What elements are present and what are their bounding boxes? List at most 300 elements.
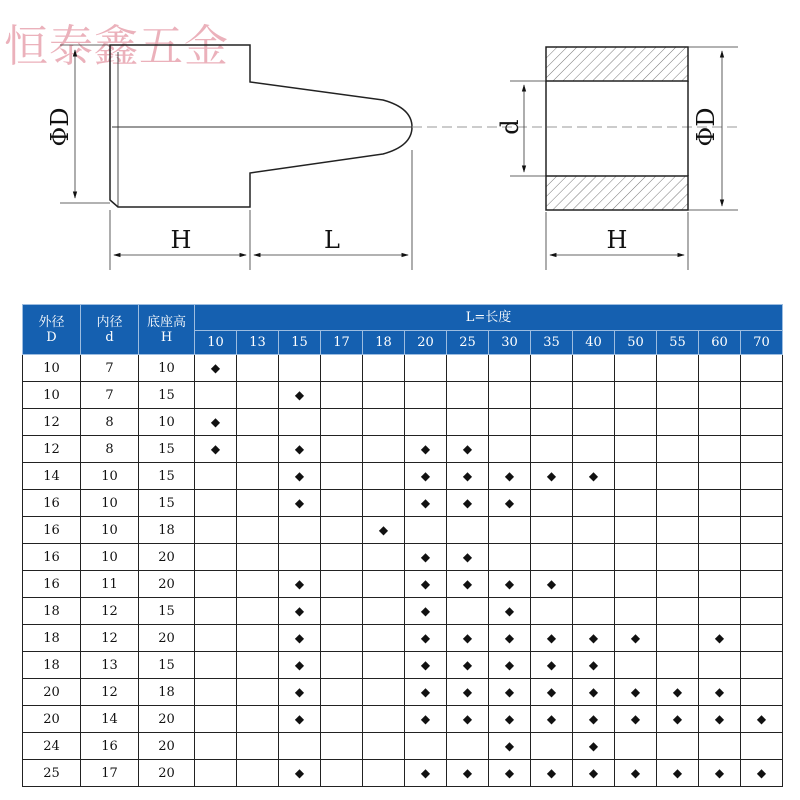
empty-cell <box>279 517 321 544</box>
length-header-15: 15 <box>279 331 321 355</box>
empty-cell <box>573 409 615 436</box>
empty-cell <box>489 409 531 436</box>
empty-cell <box>237 436 279 463</box>
empty-cell <box>741 625 783 652</box>
empty-cell <box>657 517 699 544</box>
technical-drawing <box>0 0 800 290</box>
empty-cell <box>447 355 489 382</box>
left-diameter-label: ΦD <box>46 107 74 147</box>
cell-d-inner: 10 <box>81 463 139 490</box>
empty-cell <box>531 598 573 625</box>
empty-cell <box>321 625 363 652</box>
inner-d-label: d <box>496 119 524 135</box>
empty-cell <box>489 544 531 571</box>
empty-cell <box>363 544 405 571</box>
empty-cell <box>363 652 405 679</box>
empty-cell <box>405 517 447 544</box>
empty-cell <box>321 490 363 517</box>
availability-mark: ◆ <box>531 625 573 652</box>
cell-d-inner: 17 <box>81 760 139 787</box>
empty-cell <box>321 517 363 544</box>
availability-mark: ◆ <box>405 652 447 679</box>
empty-cell <box>405 382 447 409</box>
empty-cell <box>573 490 615 517</box>
empty-cell <box>741 733 783 760</box>
empty-cell <box>573 355 615 382</box>
empty-cell <box>741 463 783 490</box>
empty-cell <box>237 706 279 733</box>
cell-h-base: 20 <box>139 706 195 733</box>
table-row <box>23 571 783 598</box>
cell-h-base: 20 <box>139 544 195 571</box>
availability-mark: ◆ <box>489 571 531 598</box>
cell-d-inner: 10 <box>81 544 139 571</box>
availability-mark: ◆ <box>573 679 615 706</box>
right-diameter-label: ΦD <box>692 107 720 147</box>
empty-cell <box>657 625 699 652</box>
cell-d-outer: 18 <box>23 598 81 625</box>
empty-cell <box>699 544 741 571</box>
empty-cell <box>657 544 699 571</box>
table-row <box>23 436 783 463</box>
availability-mark: ◆ <box>531 760 573 787</box>
empty-cell <box>195 733 237 760</box>
availability-mark: ◆ <box>405 625 447 652</box>
empty-cell <box>321 706 363 733</box>
availability-mark: ◆ <box>573 625 615 652</box>
cell-h-base: 20 <box>139 760 195 787</box>
cell-d-inner: 16 <box>81 733 139 760</box>
availability-mark: ◆ <box>405 679 447 706</box>
cell-h-base: 15 <box>139 463 195 490</box>
empty-cell <box>321 382 363 409</box>
cell-d-outer: 24 <box>23 733 81 760</box>
availability-mark: ◆ <box>657 760 699 787</box>
length-header-35: 35 <box>531 331 573 355</box>
empty-cell <box>195 760 237 787</box>
availability-mark: ◆ <box>447 463 489 490</box>
empty-cell <box>447 382 489 409</box>
table-row <box>23 355 783 382</box>
availability-mark: ◆ <box>489 652 531 679</box>
left-h-label: H <box>170 226 192 254</box>
cell-d-outer: 16 <box>23 544 81 571</box>
empty-cell <box>615 436 657 463</box>
empty-cell <box>657 733 699 760</box>
empty-cell <box>237 733 279 760</box>
empty-cell <box>363 760 405 787</box>
empty-cell <box>699 571 741 598</box>
empty-cell <box>321 409 363 436</box>
availability-mark: ◆ <box>447 544 489 571</box>
empty-cell <box>741 679 783 706</box>
empty-cell <box>447 733 489 760</box>
empty-cell <box>279 733 321 760</box>
empty-cell <box>699 463 741 490</box>
empty-cell <box>615 490 657 517</box>
empty-cell <box>699 598 741 625</box>
empty-cell <box>405 733 447 760</box>
availability-mark: ◆ <box>699 760 741 787</box>
availability-mark: ◆ <box>279 382 321 409</box>
availability-mark: ◆ <box>363 517 405 544</box>
cell-h-base: 15 <box>139 598 195 625</box>
table-row <box>23 517 783 544</box>
availability-mark: ◆ <box>531 679 573 706</box>
empty-cell <box>279 544 321 571</box>
cell-d-outer: 10 <box>23 382 81 409</box>
empty-cell <box>657 490 699 517</box>
cell-d-inner: 11 <box>81 571 139 598</box>
header-inner-symbol: d <box>105 329 114 345</box>
cell-d-inner: 8 <box>81 409 139 436</box>
availability-mark: ◆ <box>405 544 447 571</box>
availability-mark: ◆ <box>531 463 573 490</box>
empty-cell <box>615 517 657 544</box>
cell-h-base: 20 <box>139 625 195 652</box>
availability-mark: ◆ <box>195 355 237 382</box>
availability-mark: ◆ <box>489 706 531 733</box>
availability-mark: ◆ <box>405 706 447 733</box>
cell-d-inner: 12 <box>81 679 139 706</box>
empty-cell <box>321 598 363 625</box>
cell-d-inner: 10 <box>81 517 139 544</box>
empty-cell <box>195 571 237 598</box>
availability-mark: ◆ <box>405 463 447 490</box>
cell-d-outer: 18 <box>23 652 81 679</box>
availability-mark: ◆ <box>279 706 321 733</box>
cell-d-outer: 16 <box>23 490 81 517</box>
header-inner-diameter <box>81 305 139 355</box>
empty-cell <box>363 409 405 436</box>
empty-cell <box>195 490 237 517</box>
length-header-25: 25 <box>447 331 489 355</box>
empty-cell <box>237 571 279 598</box>
empty-cell <box>531 355 573 382</box>
availability-mark: ◆ <box>279 490 321 517</box>
cell-d-inner: 10 <box>81 490 139 517</box>
empty-cell <box>363 706 405 733</box>
cell-h-base: 18 <box>139 679 195 706</box>
empty-cell <box>741 436 783 463</box>
cell-d-inner: 12 <box>81 598 139 625</box>
table-row <box>23 625 783 652</box>
length-header-30: 30 <box>489 331 531 355</box>
cell-d-outer: 12 <box>23 436 81 463</box>
cell-d-inner: 7 <box>81 382 139 409</box>
empty-cell <box>321 733 363 760</box>
availability-mark: ◆ <box>489 760 531 787</box>
table-row <box>23 409 783 436</box>
table-row <box>23 733 783 760</box>
left-l-label: L <box>324 226 340 254</box>
empty-cell <box>573 544 615 571</box>
availability-mark: ◆ <box>405 490 447 517</box>
cell-h-base: 10 <box>139 355 195 382</box>
empty-cell <box>237 490 279 517</box>
length-header-18: 18 <box>363 331 405 355</box>
header-base-cn: 底座高 <box>146 314 186 330</box>
cell-h-base: 20 <box>139 571 195 598</box>
empty-cell <box>363 382 405 409</box>
empty-cell <box>741 409 783 436</box>
availability-mark: ◆ <box>573 760 615 787</box>
empty-cell <box>657 598 699 625</box>
cell-h-base: 18 <box>139 517 195 544</box>
empty-cell <box>363 625 405 652</box>
cell-d-outer: 25 <box>23 760 81 787</box>
empty-cell <box>195 544 237 571</box>
empty-cell <box>657 355 699 382</box>
empty-cell <box>321 679 363 706</box>
empty-cell <box>531 733 573 760</box>
length-header-50: 50 <box>615 331 657 355</box>
empty-cell <box>657 436 699 463</box>
empty-cell <box>615 409 657 436</box>
empty-cell <box>195 679 237 706</box>
empty-cell <box>237 679 279 706</box>
cell-d-outer: 20 <box>23 706 81 733</box>
empty-cell <box>363 355 405 382</box>
table-row <box>23 490 783 517</box>
empty-cell <box>237 544 279 571</box>
availability-mark: ◆ <box>573 652 615 679</box>
table-row <box>23 706 783 733</box>
empty-cell <box>657 571 699 598</box>
cell-d-outer: 16 <box>23 571 81 598</box>
empty-cell <box>699 652 741 679</box>
empty-cell <box>489 517 531 544</box>
empty-cell <box>741 517 783 544</box>
availability-mark: ◆ <box>531 571 573 598</box>
availability-mark: ◆ <box>447 571 489 598</box>
length-header-13: 13 <box>237 331 279 355</box>
header-inner-cn: 内径 <box>96 314 123 330</box>
availability-mark: ◆ <box>447 652 489 679</box>
availability-mark: ◆ <box>195 409 237 436</box>
availability-mark: ◆ <box>447 679 489 706</box>
empty-cell <box>195 625 237 652</box>
empty-cell <box>363 679 405 706</box>
cell-d-outer: 18 <box>23 625 81 652</box>
empty-cell <box>741 544 783 571</box>
length-header-10: 10 <box>195 331 237 355</box>
empty-cell <box>657 409 699 436</box>
empty-cell <box>741 490 783 517</box>
empty-cell <box>531 517 573 544</box>
empty-cell <box>363 733 405 760</box>
length-header-55: 55 <box>657 331 699 355</box>
right-h-label: H <box>606 226 628 254</box>
empty-cell <box>741 355 783 382</box>
header-base-height <box>139 305 195 355</box>
empty-cell <box>615 382 657 409</box>
availability-mark: ◆ <box>741 706 783 733</box>
cell-d-inner: 12 <box>81 625 139 652</box>
empty-cell <box>321 652 363 679</box>
availability-mark: ◆ <box>699 679 741 706</box>
empty-cell <box>237 760 279 787</box>
cell-h-base: 10 <box>139 409 195 436</box>
watermark-text: 恒泰鑫五金 <box>4 21 229 72</box>
availability-mark: ◆ <box>531 652 573 679</box>
empty-cell <box>321 355 363 382</box>
length-header-70: 70 <box>741 331 783 355</box>
empty-cell <box>489 382 531 409</box>
availability-mark: ◆ <box>573 463 615 490</box>
empty-cell <box>573 571 615 598</box>
availability-mark: ◆ <box>615 706 657 733</box>
availability-mark: ◆ <box>279 760 321 787</box>
cell-h-base: 15 <box>139 652 195 679</box>
sleeve-section <box>546 47 688 210</box>
empty-cell <box>237 598 279 625</box>
empty-cell <box>531 436 573 463</box>
empty-cell <box>321 463 363 490</box>
empty-cell <box>237 517 279 544</box>
cell-d-outer: 20 <box>23 679 81 706</box>
availability-mark: ◆ <box>447 706 489 733</box>
empty-cell <box>573 517 615 544</box>
table-row <box>23 652 783 679</box>
empty-cell <box>615 463 657 490</box>
empty-cell <box>741 382 783 409</box>
availability-mark: ◆ <box>741 760 783 787</box>
empty-cell <box>531 382 573 409</box>
empty-cell <box>741 652 783 679</box>
header-outer-cn: 外径 <box>38 314 65 330</box>
availability-mark: ◆ <box>489 733 531 760</box>
empty-cell <box>447 517 489 544</box>
empty-cell <box>615 544 657 571</box>
table-row <box>23 679 783 706</box>
empty-cell <box>237 625 279 652</box>
empty-cell <box>489 436 531 463</box>
availability-mark: ◆ <box>531 706 573 733</box>
empty-cell <box>573 382 615 409</box>
empty-cell <box>447 409 489 436</box>
cell-d-inner: 8 <box>81 436 139 463</box>
empty-cell <box>321 571 363 598</box>
empty-cell <box>447 598 489 625</box>
empty-cell <box>615 652 657 679</box>
availability-mark: ◆ <box>195 436 237 463</box>
availability-mark: ◆ <box>489 598 531 625</box>
cell-h-base: 15 <box>139 382 195 409</box>
empty-cell <box>321 436 363 463</box>
header-outer-symbol: D <box>46 329 57 345</box>
empty-cell <box>195 382 237 409</box>
availability-mark: ◆ <box>405 598 447 625</box>
cell-d-outer: 16 <box>23 517 81 544</box>
availability-mark: ◆ <box>279 625 321 652</box>
empty-cell <box>405 409 447 436</box>
empty-cell <box>699 409 741 436</box>
empty-cell <box>741 598 783 625</box>
availability-mark: ◆ <box>699 625 741 652</box>
cell-d-inner: 13 <box>81 652 139 679</box>
empty-cell <box>699 517 741 544</box>
cell-d-inner: 7 <box>81 355 139 382</box>
empty-cell <box>237 382 279 409</box>
empty-cell <box>573 436 615 463</box>
empty-cell <box>699 733 741 760</box>
table-row <box>23 598 783 625</box>
availability-mark: ◆ <box>279 571 321 598</box>
availability-mark: ◆ <box>615 679 657 706</box>
empty-cell <box>195 598 237 625</box>
availability-mark: ◆ <box>489 679 531 706</box>
availability-mark: ◆ <box>615 625 657 652</box>
empty-cell <box>657 382 699 409</box>
h-l-dimensions <box>110 150 412 270</box>
empty-cell <box>531 544 573 571</box>
header-length-group: L=长度 <box>195 305 783 331</box>
availability-mark: ◆ <box>405 571 447 598</box>
availability-mark: ◆ <box>657 706 699 733</box>
empty-cell <box>363 598 405 625</box>
empty-cell <box>279 355 321 382</box>
empty-cell <box>405 355 447 382</box>
availability-mark: ◆ <box>489 490 531 517</box>
cone-part-outline <box>110 45 412 207</box>
header-outer-diameter <box>23 305 81 355</box>
table-row <box>23 463 783 490</box>
empty-cell <box>615 733 657 760</box>
availability-mark: ◆ <box>573 733 615 760</box>
length-header-40: 40 <box>573 331 615 355</box>
cell-h-base: 20 <box>139 733 195 760</box>
availability-mark: ◆ <box>279 436 321 463</box>
availability-mark: ◆ <box>279 679 321 706</box>
empty-cell <box>237 355 279 382</box>
empty-cell <box>321 760 363 787</box>
empty-cell <box>531 490 573 517</box>
cell-d-outer: 10 <box>23 355 81 382</box>
empty-cell <box>699 436 741 463</box>
length-header-20: 20 <box>405 331 447 355</box>
empty-cell <box>321 544 363 571</box>
availability-mark: ◆ <box>279 652 321 679</box>
empty-cell <box>195 517 237 544</box>
cell-h-base: 15 <box>139 436 195 463</box>
empty-cell <box>363 436 405 463</box>
empty-cell <box>279 409 321 436</box>
length-header-17: 17 <box>321 331 363 355</box>
table-row <box>23 382 783 409</box>
length-header-60: 60 <box>699 331 741 355</box>
empty-cell <box>195 652 237 679</box>
availability-mark: ◆ <box>489 625 531 652</box>
empty-cell <box>363 463 405 490</box>
empty-cell <box>531 409 573 436</box>
cell-d-outer: 14 <box>23 463 81 490</box>
availability-mark: ◆ <box>447 625 489 652</box>
empty-cell <box>657 652 699 679</box>
empty-cell <box>699 355 741 382</box>
availability-mark: ◆ <box>489 463 531 490</box>
empty-cell <box>237 463 279 490</box>
availability-mark: ◆ <box>447 490 489 517</box>
empty-cell <box>195 706 237 733</box>
empty-cell <box>363 490 405 517</box>
spec-table <box>22 304 783 787</box>
empty-cell <box>615 355 657 382</box>
availability-mark: ◆ <box>405 436 447 463</box>
table-row <box>23 544 783 571</box>
cell-d-inner: 14 <box>81 706 139 733</box>
availability-mark: ◆ <box>573 706 615 733</box>
